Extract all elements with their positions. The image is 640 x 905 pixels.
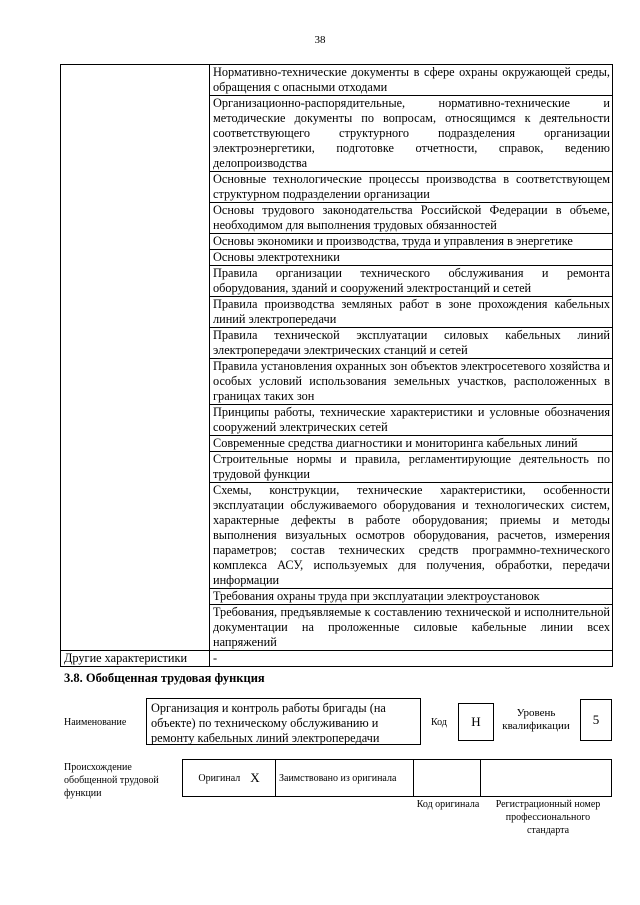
knowledge-item: Основные технологические процессы производства в соответствующем структурном подразделении организации: [210, 172, 613, 203]
knowledge-label-cell: [61, 65, 210, 651]
level-value-box: 5: [580, 699, 612, 741]
code-label: Код: [431, 717, 447, 728]
knowledge-item: Принципы работы, технические характеристики и условные обозначения сооружений электрических сетей: [210, 405, 613, 436]
code-value-box: Н: [458, 703, 494, 741]
knowledge-item: Правила установления охранных зон объектов электросетевого хозяйства и особых условий использования земельных участков, расположенных в границах таких зон: [210, 359, 613, 405]
name-label: Наименование: [64, 717, 127, 728]
knowledge-table: [60, 64, 613, 667]
other-characteristics-row: [61, 651, 613, 667]
level-label: Уровень квалификации: [502, 707, 570, 732]
knowledge-item: Требования, предъявляемые к составлению технической и исполнительной документации на проложенные силовые кабельные линии всех напряжений: [210, 605, 613, 651]
caption-original-code: Код оригинала: [416, 799, 480, 810]
borrowed-label: Заимствовано из оригинала: [279, 773, 397, 784]
knowledge-item: Основы трудового законодательства Российской Федерации в объеме, необходимом для выполнения трудовых обязанностей: [210, 203, 613, 234]
knowledge-item: Нормативно-технические документы в сфере охраны окружающей среды, обращения с опасными отходами: [210, 65, 613, 96]
other-characteristics-value: -: [210, 651, 613, 667]
caption-registration-number: Регистрационный номер профессионального стандарта: [495, 799, 601, 836]
knowledge-item: Правила организации технического обслуживания и ремонта оборудования, зданий и сооружений электростанций и сетей: [210, 266, 613, 297]
knowledge-item: Основы экономики и производства, труда и управления в энергетике: [210, 234, 613, 250]
knowledge-row: [61, 65, 613, 96]
knowledge-item: Организационно-распорядительные, нормативно-технические и методические документы по вопросам, относящимся к деятельности соответствующего структурного подразделения организации электроэнергетики, подготовке отчетности, справок, ведению делопроизводства: [210, 96, 613, 172]
original-label: Оригинал: [198, 772, 241, 784]
other-characteristics-label: Другие характеристики: [61, 651, 210, 667]
page-number: 38: [314, 34, 326, 46]
knowledge-item: Строительные нормы и правила, регламентирующие деятельность по трудовой функции: [210, 452, 613, 483]
original-mark: X: [250, 770, 260, 785]
original-code-cell: [413, 760, 481, 796]
knowledge-item: Правила производства земляных работ в зоне прохождения кабельных линий электропередачи: [210, 297, 613, 328]
section-title: 3.8. Обобщенная трудовая функция: [64, 671, 265, 685]
origin-box: [182, 759, 612, 797]
knowledge-item: Требования охраны труда при эксплуатации электроустановок: [210, 589, 613, 605]
knowledge-item: Схемы, конструкции, технические характеристики, особенности эксплуатации обслуживаемого оборудования и технологических систем, характерные дефекты в работе оборудования; приемы и методы выполнения визуальных осмотров оборудования, расчетов, измерения параметров; состав технических средств программно-технического комплекса АСУ, используемых для получения, обработки, передачи информации: [210, 483, 613, 589]
original-cell: [183, 760, 276, 796]
knowledge-item: Современные средства диагностики и мониторинга кабельных линий: [210, 436, 613, 452]
knowledge-item: Основы электротехники: [210, 250, 613, 266]
knowledge-item: Правила технической эксплуатации силовых кабельных линий электропередачи электрических станций и сетей: [210, 328, 613, 359]
origin-label: Происхождение обобщенной трудовой функции: [64, 762, 159, 799]
function-name-box: Организация и контроль работы бригады (на объекте) по техническому обслуживанию и ремонту кабельных линий электропередачи: [146, 698, 421, 745]
